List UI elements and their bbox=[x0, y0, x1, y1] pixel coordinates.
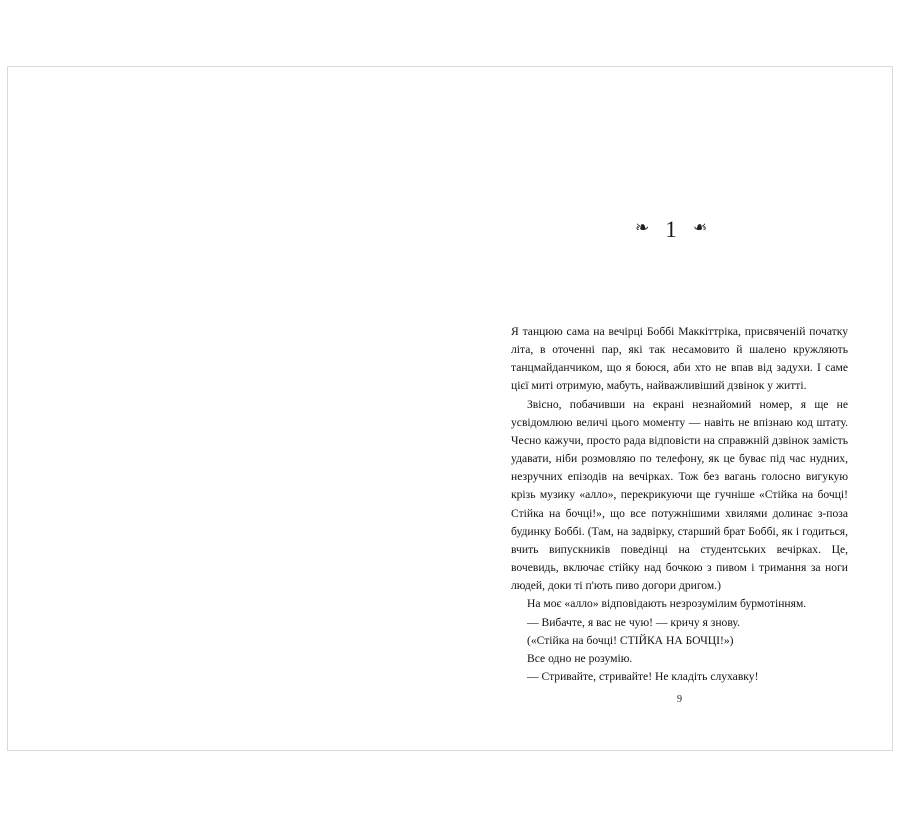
paragraph: Звісно, побачивши на екрані незнайомий номер, я ще не усвідомлюю величі цього моменту — навіть не впізнаю код штату. Чесно кажучи, просто рада відповісти на справжній дзвінок замість удавати, ніби розмовляю по телефону, як це буває під час нудних, незручних епізодів на вечірках. Тож без вагань голосно вигукую крізь музику «алло», перекрикуючи ще гучніше «Стійка на бочці! Стійка на бочці!», що все потужнішими хвилями долинає з-поза будинку Боббі. (Там, на задвірку, старший брат Боббі, як і годиться, вчить випускників поведінці на студентських вечірках. Це, вочевидь, включає стійку над бочкою з пивом і тримання за ноги людей, доки ті п'ють пиво догори дригом.) bbox=[511, 397, 848, 593]
leaf-ornament-right-icon: ❧ bbox=[692, 218, 707, 237]
paragraph: Я танцюю сама на вечірці Боббі Маккіттріка, присвяченій початку літа, в оточенні пар, які так несамовито й шалено кружляють танцмайданчиком, що я боюся, аби хто не впав від задухи. І саме цієї миті отримую, мабуть, найважливіший дзвінок у житті. bbox=[511, 325, 848, 393]
paragraph: — Стривайте, стривайте! Не кладіть слухавку! bbox=[527, 669, 759, 683]
right-page bbox=[450, 67, 892, 750]
chapter-heading bbox=[450, 217, 892, 243]
body-text bbox=[511, 323, 848, 686]
chapter-number: 1 bbox=[665, 217, 677, 242]
paragraph: Все одно не розумію. bbox=[527, 651, 633, 665]
book-spread bbox=[7, 66, 893, 751]
page-number: 9 bbox=[677, 694, 682, 705]
paragraph: На моє «алло» відповідають незрозумілим бурмотінням. bbox=[527, 597, 807, 611]
paragraph: — Вибачте, я вас не чую! — кричу я знову. bbox=[527, 615, 740, 629]
paragraph: («Стійка на бочці! СТІЙКА НА БОЧЦІ!») bbox=[527, 633, 734, 647]
leaf-ornament-left-icon: ❧ bbox=[635, 218, 650, 237]
left-page bbox=[8, 67, 450, 750]
